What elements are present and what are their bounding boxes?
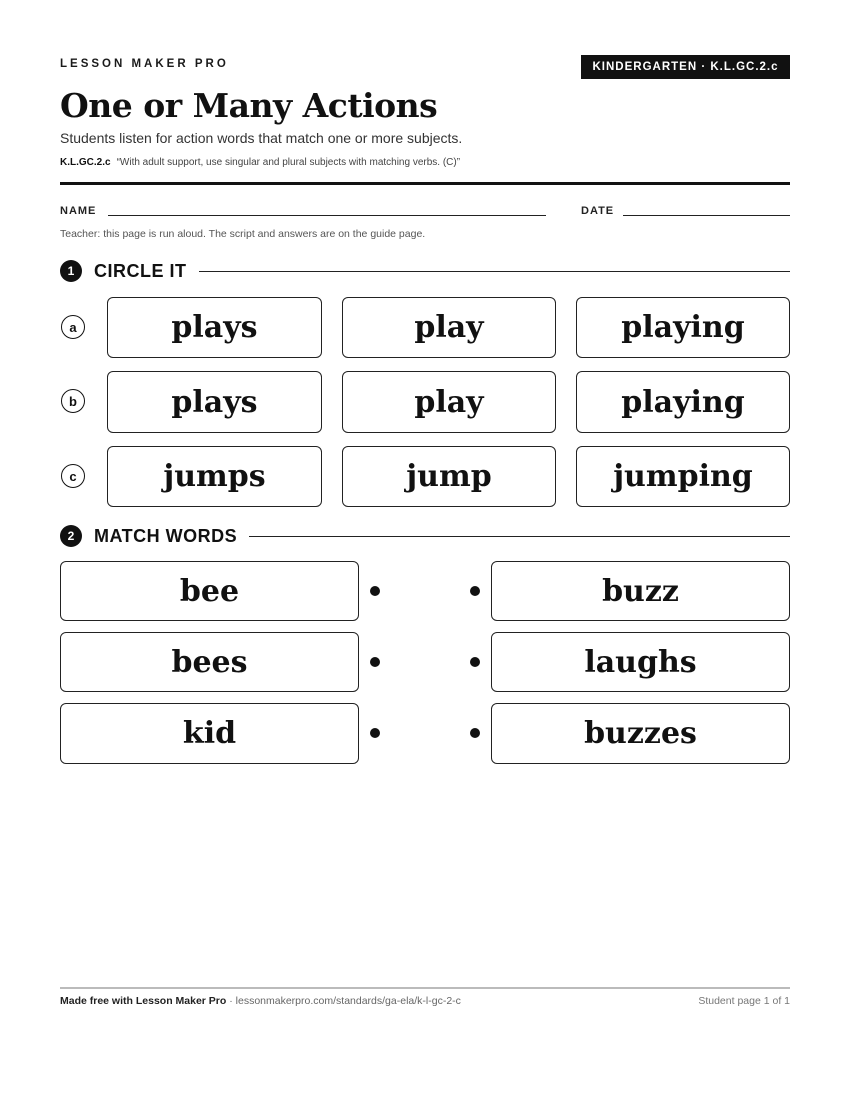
match-left-dot-2[interactable] — [370, 657, 380, 667]
circle-option-c1[interactable]: jumps — [107, 446, 322, 507]
section-2-number: 2 — [60, 525, 82, 547]
section-1-number: 1 — [60, 260, 82, 282]
match-right-2[interactable]: laughs — [491, 632, 790, 692]
section-1-title: CIRCLE IT — [94, 260, 187, 281]
match-left-3[interactable]: kid — [60, 703, 359, 764]
standard-text: “With adult support, use singular and plural subjects with matching verbs. (C)” — [116, 157, 461, 168]
circle-option-a3[interactable]: playing — [576, 297, 790, 358]
circle-option-a1[interactable]: plays — [107, 297, 322, 358]
section-1-rule — [199, 271, 791, 272]
match-right-dot-3[interactable] — [470, 728, 480, 738]
header-divider — [60, 182, 790, 185]
name-label: NAME — [60, 205, 97, 217]
row-a-letter: a — [61, 315, 85, 339]
row-b-letter: b — [61, 389, 85, 413]
page-subtitle: Students listen for action words that match one or more subjects. — [60, 130, 463, 146]
circle-option-b3[interactable]: playing — [576, 371, 790, 433]
footer-made-with: Made free with Lesson Maker Pro — [60, 995, 227, 1007]
match-right-1[interactable]: buzz — [491, 561, 790, 621]
circle-option-c2[interactable]: jump — [342, 446, 556, 507]
section-1-heading — [60, 260, 790, 282]
footer-separator: · — [226, 995, 236, 1007]
section-2-rule — [249, 536, 790, 537]
grade-standard-badge: KINDERGARTEN · K.L.GC.2.c — [581, 55, 790, 79]
standard-row — [60, 157, 460, 168]
circle-option-a2[interactable]: play — [342, 297, 556, 358]
match-right-dot-2[interactable] — [470, 657, 480, 667]
match-left-dot-3[interactable] — [370, 728, 380, 738]
page-title: One or Many Actions — [60, 86, 438, 125]
match-right-dot-1[interactable] — [470, 586, 480, 596]
name-field[interactable] — [108, 215, 546, 216]
footer-url[interactable]: lessonmakerpro.com/standards/ga-ela/k-l-gc-2-c — [235, 995, 461, 1007]
circle-option-b1[interactable]: plays — [107, 371, 322, 433]
row-c-letter: c — [61, 464, 85, 488]
teacher-note: Teacher: this page is run aloud. The script and answers are on the guide page. — [60, 228, 426, 240]
match-right-3[interactable]: buzzes — [491, 703, 790, 764]
footer-credit — [60, 995, 461, 1007]
section-2-heading — [60, 525, 790, 547]
match-left-dot-1[interactable] — [370, 586, 380, 596]
section-2-title: MATCH WORDS — [94, 525, 238, 546]
circle-option-c3[interactable]: jumping — [576, 446, 790, 507]
match-left-1[interactable]: bee — [60, 561, 359, 621]
footer-page-number: Student page 1 of 1 — [698, 995, 790, 1007]
footer-divider — [60, 987, 790, 989]
brand-name: LESSON MAKER PRO — [60, 58, 229, 70]
date-field[interactable] — [623, 215, 790, 216]
circle-option-b2[interactable]: play — [342, 371, 556, 433]
date-label: DATE — [581, 205, 615, 217]
match-left-2[interactable]: bees — [60, 632, 359, 692]
standard-code: K.L.GC.2.c — [60, 157, 111, 168]
